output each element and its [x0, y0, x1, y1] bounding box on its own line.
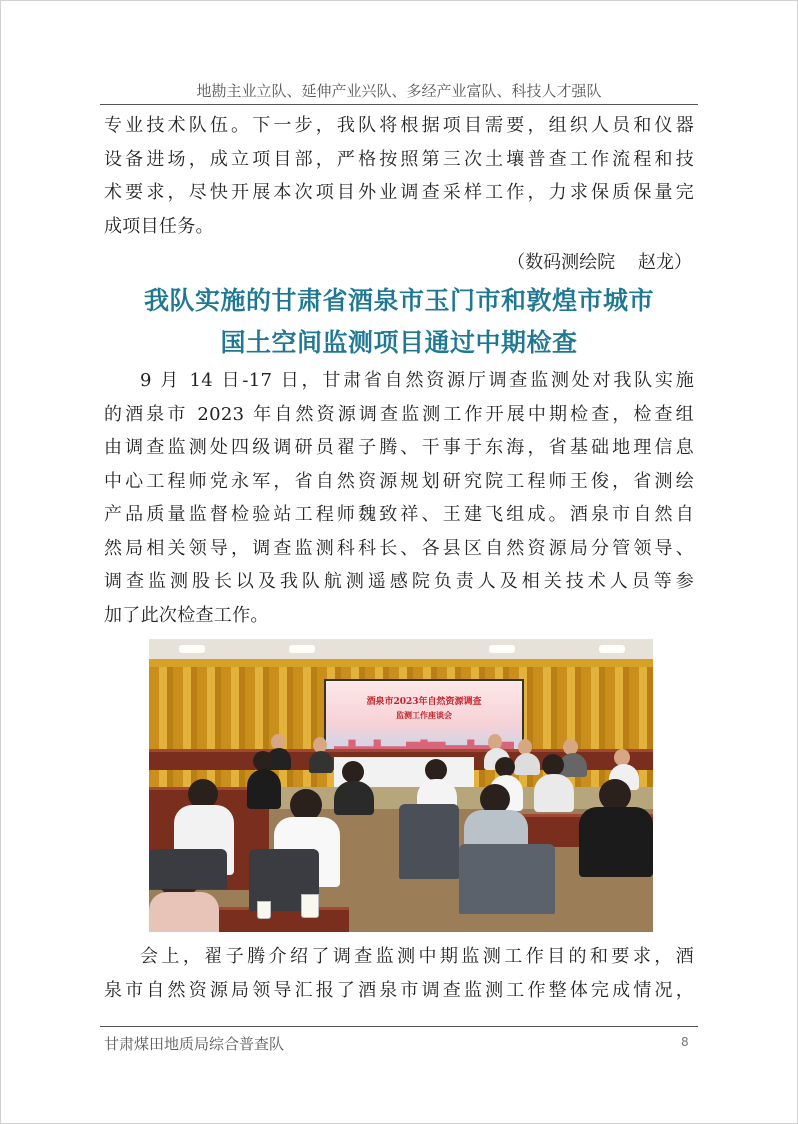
paragraph2-line-1: 会上，翟子腾介绍了调查监测中期监测工作目的和要求，酒: [140, 946, 694, 967]
meeting-photo: [149, 639, 653, 932]
continuation-line-4: 成项目任务。: [104, 215, 214, 237]
header-divider: [100, 104, 698, 105]
paragraph1-line-1: 9 月 14 日-17 日，甘肃省自然资源厅调查监测处对我队实施: [140, 370, 694, 391]
paper-cup: [257, 901, 271, 919]
footer-organization: 甘肃煤田地质局综合普查队: [104, 1035, 285, 1053]
author-credit: （数码测绘院 赵龙）: [507, 252, 692, 273]
paragraph1-line-7: 调查监测股长以及我队航测遥感院负责人及相关技术人员等参: [104, 571, 694, 592]
continuation-line-3: 术要求，尽快开展本次项目外业调查采样工作，力求保质保量完: [104, 182, 694, 203]
ceiling-light: [599, 645, 625, 653]
header-slogan: 地勘主业立队、延伸产业兴队、多经产业富队、科技人才强队: [196, 82, 602, 100]
ceiling-light: [489, 645, 515, 653]
article-title-line-1: 我队实施的甘肃省酒泉市玉门市和敦煌市城市: [143, 286, 654, 315]
page-number: 8: [681, 1035, 689, 1049]
paragraph1-line-5: 产品质量监督检验站工程师魏致祥、王建飞组成。酒泉市自然自: [104, 504, 694, 525]
paragraph1-line-2: 的酒泉市 2023 年自然资源调查监测工作开展中期检查，检查组: [104, 403, 694, 425]
paragraph1-line-8: 加了此次检查工作。: [104, 604, 269, 626]
paper-cup: [301, 894, 319, 918]
chair: [459, 844, 555, 914]
paragraph1-line-6: 然局相关领导，调查监测科科长、各县区自然资源局分管领导、: [104, 537, 694, 559]
continuation-line-1: 专业技术队伍。下一步，我队将根据项目需要，组织人员和仪器: [104, 115, 694, 136]
paragraph2-line-2: 泉市自然资源局领导汇报了酒泉市调查监测工作整体完成情况，: [104, 979, 694, 1001]
ceiling-light: [179, 645, 205, 653]
screen-subtitle: 监测工作座谈会: [396, 710, 452, 720]
paragraph1-line-3: 由调查监测处四级调研员翟子腾、干事于东海，省基础地理信息: [104, 437, 694, 458]
screen-title: 酒泉市2023年自然资源调查: [366, 697, 482, 707]
ceiling-light: [289, 645, 315, 653]
ceiling: [149, 639, 653, 661]
footer-divider: [100, 1026, 698, 1027]
paragraph1-line-4: 中心工程师党永军，省自然资源规划研究院工程师王俊，省测绘: [104, 470, 694, 492]
article-title-line-2: 国土空间监测项目通过中期检查: [220, 328, 578, 357]
chair: [399, 804, 459, 879]
continuation-line-2: 设备进场，成立项目部，严格按照第三次土壤普查工作流程和技: [104, 148, 694, 170]
chair: [149, 849, 227, 889]
